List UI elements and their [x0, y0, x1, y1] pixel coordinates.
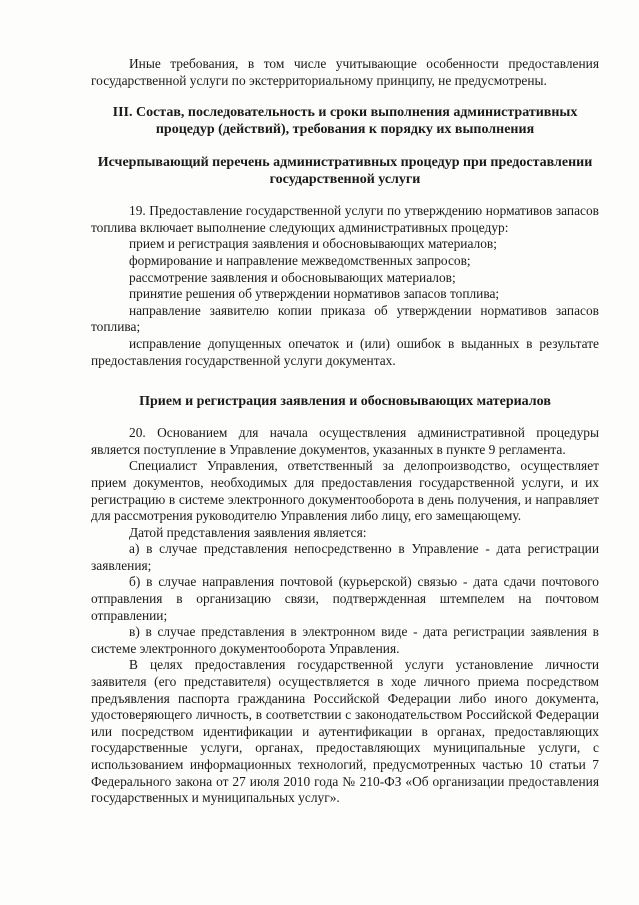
- paragraph-19: 19. Предоставление государственной услуги по утверждению нормативов запасов топлива включает выполнение следующих административных процедур:: [91, 203, 599, 235]
- procedure-item: рассмотрение заявления и обосновывающих материалов;: [129, 269, 456, 285]
- subheading-reception: Прием и регистрация заявления и обосновывающих материалов: [139, 394, 551, 410]
- paragraph-specialist: Специалист Управления, ответственный за делопроизводство, осуществляет прием документов, необходимых для предоставления государственной услуги, и их регистрацию в системе электронного документооборота в день получения, и направляет для рассмотрения руководителю Управления либо лицу, его замещающему.: [91, 458, 599, 524]
- procedure-item: прием и регистрация заявления и обосновывающих материалов;: [129, 236, 497, 252]
- date-case-item: б) в случае направления почтовой (курьерской) связью - дата сдачи почтового отправления в организацию связи, подтвержденная штемпелем на почтовом отправлении;: [91, 574, 599, 623]
- paragraph-20: 20. Основанием для начала осуществления административной процедуры является поступление в Управление документов, указанных в пункте 9 регламента.: [91, 425, 599, 457]
- subheading-procedures-list: Исчерпывающий перечень административных процедур при предоставлении государственной услуги: [97, 155, 593, 188]
- document-body: [91, 56, 599, 807]
- date-case-item: в) в случае представления в электронном виде - дата регистрации заявления в системе электронного документооборота Управления.: [91, 624, 599, 656]
- paragraph-identity: В целях предоставления государственной услуги установление личности заявителя (его представителя) осуществляется в ходе личного приема посредством предъявления паспорта гражданина Российской Федерации либо иного документа, удостоверяющего личность, в соответствии с законодательством Российской Федерации или посредством идентификации и аутентификации в органах, предоставляющих государственные услуги, органах, предоставляющих муниципальные услуги, с использованием информационных технологий, предусмотренных частью 10 статьи 7 Федерального закона от 27 июля 2010 года № 210-ФЗ «Об организации предоставления государственных и муниципальных услуг».: [91, 657, 599, 806]
- paragraph-date-intro: Датой представления заявления является:: [129, 524, 367, 540]
- procedure-item: принятие решения об утверждении нормативов запасов топлива;: [129, 286, 500, 302]
- date-case-item: а) в случае представления непосредственно в Управление - дата регистрации заявления;: [91, 541, 599, 573]
- intro-paragraph: Иные требования, в том числе учитывающие особенности предоставления государственной услуги по экстерриториальному принципу, не предусмотрены.: [91, 56, 599, 88]
- section-heading: III. Состав, последовательность и сроки выполнения административных процедур (действий), требования к порядку их выполнения: [112, 105, 578, 138]
- procedure-item: формирование и направление межведомственных запросов;: [129, 252, 471, 268]
- procedure-item: направление заявителю копии приказа об утверждении нормативов запасов топлива;: [91, 302, 599, 335]
- procedure-item: исправление допущенных опечаток и (или) ошибок в выданных в результате предоставления государственной услуги документах.: [91, 335, 599, 368]
